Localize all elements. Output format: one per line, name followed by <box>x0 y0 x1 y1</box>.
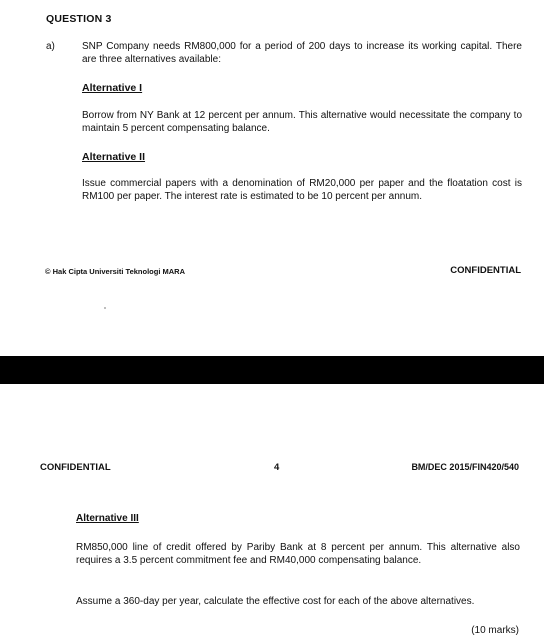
alternative-1-body: Borrow from NY Bank at 12 percent per annum. This alternative would necessitate the company to maintain 5 percent compensating balance. <box>82 110 522 134</box>
alternative-3-body: RM850,000 line of credit offered by Pariby Bank at 8 percent per annum. This alternative also requires a 3.5 percent commitment fee and RM40,000 compensating balance. <box>76 542 520 566</box>
alternative-2-body: Issue commercial papers with a denomination of RM20,000 per paper and the floatation cost is RM100 per paper. The interest rate is estimated to be 10 percent per annum. <box>82 178 522 202</box>
page-bottom <box>0 384 544 640</box>
marks-label: (10 marks) <box>471 625 519 636</box>
task-instruction: Assume a 360-day per year, calculate the effective cost for each of the above alternatives. <box>76 596 475 607</box>
question-title: QUESTION 3 <box>46 13 112 25</box>
page-number: 4 <box>274 462 280 473</box>
copyright-footer: © Hak Cipta Universiti Teknologi MARA <box>45 267 185 276</box>
course-code-header: BM/DEC 2015/FIN420/540 <box>411 462 519 472</box>
confidential-header: CONFIDENTIAL <box>40 462 111 473</box>
scan-speck <box>104 307 106 309</box>
confidential-footer: CONFIDENTIAL <box>450 265 521 276</box>
part-label: a) <box>46 41 55 52</box>
alternative-1-heading: Alternative I <box>82 82 143 94</box>
alternative-3-heading: Alternative III <box>76 513 139 524</box>
page-separator <box>0 356 544 384</box>
question-intro: SNP Company needs RM800,000 for a period of 200 days to increase its working capital. There are three alternatives available: <box>82 41 522 65</box>
alternative-2-heading: Alternative II <box>82 151 146 163</box>
